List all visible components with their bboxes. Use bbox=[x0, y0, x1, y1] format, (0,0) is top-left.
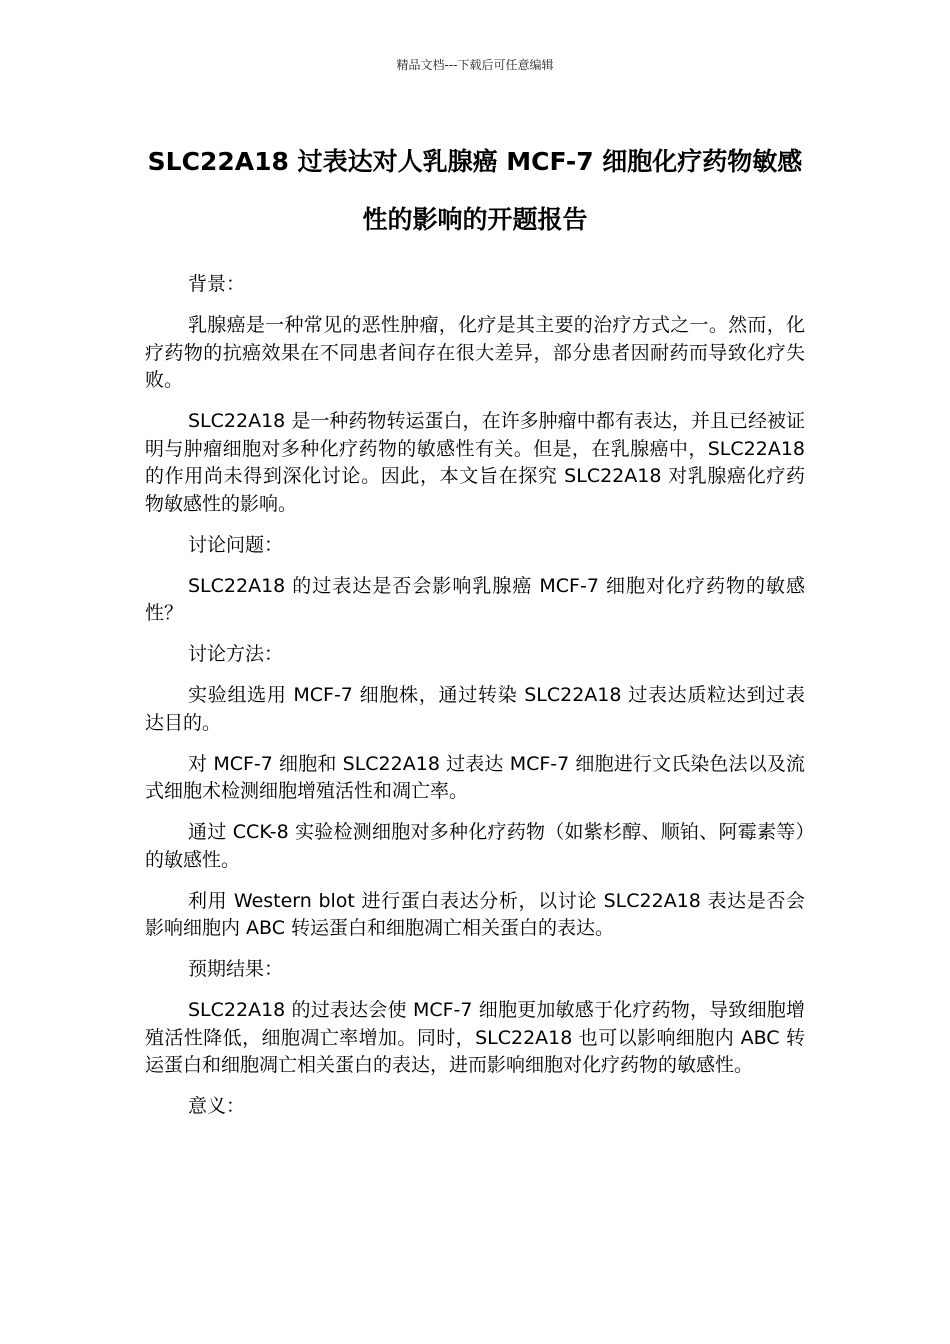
paragraph-method-cck8: 通过 CCK-8 实验检测细胞对多种化疗药物（如紫杉醇、顺铂、阿霉素等）的敏感性。 bbox=[145, 821, 805, 871]
section-heading-question: 讨论问题： bbox=[188, 533, 284, 556]
section-heading-methods: 讨论方法： bbox=[188, 643, 284, 665]
document-title: SLC22A18 过表达对人乳腺癌 MCF-7 细胞化疗药物敏感性的影响的开题报告 bbox=[147, 147, 803, 234]
section-heading-expected-results: 预期结果： bbox=[188, 958, 284, 980]
paragraph-slc22a18-intro: SLC22A18 是一种药物转运蛋白，在许多肿瘤中都有表达，并且已经被证明与肿瘤细胞对多种化疗药物的敏感性有关。但是，在乳腺癌中，SLC22A18 的作用尚未得到深化讨论。因此，本文旨在探究 SLC22A18 对乳腺癌化疗药物敏感性的影响。 bbox=[145, 410, 805, 515]
document-body bbox=[145, 271, 805, 1134]
section-heading-background: 背景： bbox=[188, 273, 246, 295]
paragraph-method-transfection: 实验组选用 MCF-7 细胞株，通过转染 SLC22A18 过表达质粒达到过表达目的。 bbox=[145, 684, 805, 734]
section-heading-significance: 意义： bbox=[188, 1095, 246, 1117]
paragraph-expected-results: SLC22A18 的过表达会使 MCF-7 细胞更加敏感于化疗药物，导致细胞增殖活性降低，细胞凋亡率增加。同时，SLC22A18 也可以影响细胞内 ABC 转运蛋白和细胞凋亡相关蛋白的表达，进而影响细胞对化疗药物的敏感性。 bbox=[145, 999, 805, 1076]
paragraph-background: 乳腺癌是一种常见的恶性肿瘤，化疗是其主要的治疗方式之一。然而，化疗药物的抗癌效果在不同患者间存在很大差异，部分患者因耐药而导致化疗失败。 bbox=[145, 314, 805, 391]
page-header: 精品文档---下载后可任意编辑 bbox=[396, 58, 554, 72]
paragraph-method-staining: 对 MCF-7 细胞和 SLC22A18 过表达 MCF-7 细胞进行文氏染色法以及流式细胞术检测细胞增殖活性和凋亡率。 bbox=[145, 752, 805, 802]
paragraph-question: SLC22A18 的过表达是否会影响乳腺癌 MCF-7 细胞对化疗药物的敏感性？ bbox=[145, 574, 805, 624]
paragraph-method-western-blot: 利用 Western blot 进行蛋白表达分析，以讨论 SLC22A18 表达是否会影响细胞内 ABC 转运蛋白和细胞凋亡相关蛋白的表达。 bbox=[145, 889, 805, 939]
